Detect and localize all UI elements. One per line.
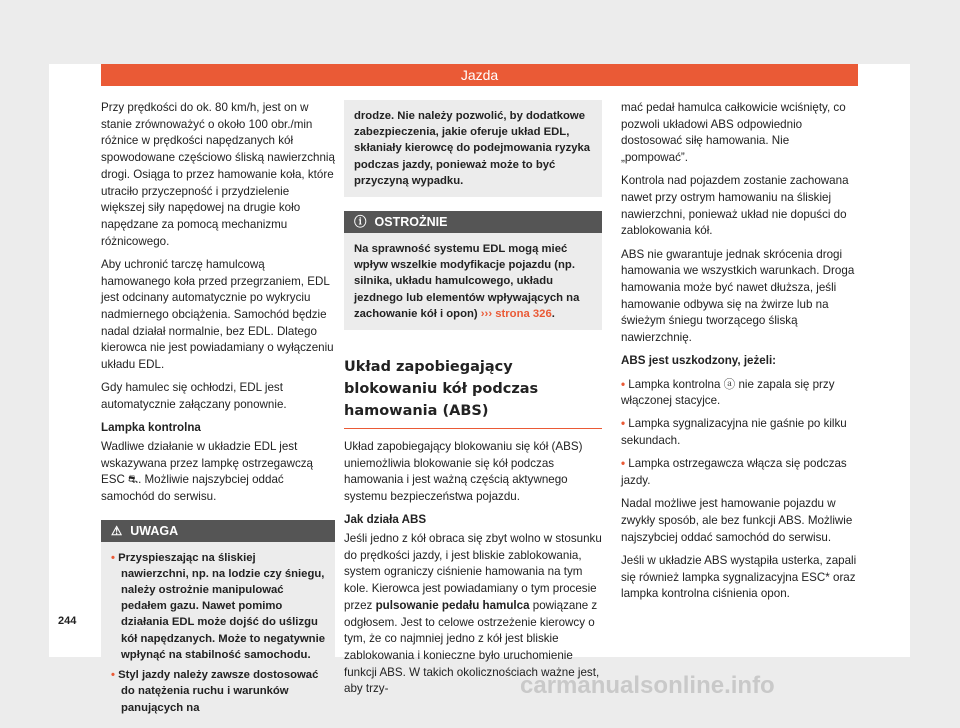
list-item (621, 416, 858, 449)
subheading: Lampka kontrolna (101, 421, 201, 435)
warning-item (111, 667, 325, 716)
list-item-text: Lampka kontrolna ⓐ nie zapala się przy włączonej stacyjce. (621, 377, 835, 408)
list-item (621, 456, 858, 489)
paragraph: Kontrola nad pojazdem zostanie zachowana nawet przy ostrym hamowaniu na śliskiej nawierzchni, ponieważ układ nie dopuści do zablokowania kół. (621, 174, 849, 238)
note-text: Na sprawność systemu EDL mogą mieć wpływ wszelkie modyfikacje pojazdu (np. silnika, układu hamulcowego, układu jezdnego lub elementów wpływających na zachowanie kół i opon) (354, 243, 580, 320)
subheading: ABS jest uszkodzony, jeżeli: (621, 354, 777, 368)
emphasis: pulsowanie pedału hamulca (375, 598, 530, 612)
bullet-icon: • (111, 551, 119, 564)
section-title: Układ zapobiegający blokowaniu kół podczas hamowania (ABS) (344, 356, 602, 429)
note-period: . (551, 307, 555, 320)
warning-title: UWAGA (130, 523, 179, 538)
warning-continuation: drodze. Nie należy pozwolić, by dodatkowe zabezpieczenia, jakie oferuje układ EDL, skłaniały kierowcę do podejmowania ryzyka podczas jazdy, ponieważ może to być przyczyną wypadku. (344, 100, 602, 197)
note-header (344, 211, 602, 233)
warning-box (101, 520, 335, 728)
text-run: Jeśli jedno z kół obraca się zbyt wolno w stosunku do prędkości jazdy, i jest bliskie zablokowania, system ograniczy ciśnienie hamowania na tym kole. Kierowca jest powiadamiany o tym procesie przez (344, 532, 602, 612)
paragraph: ABS nie gwarantuje jednak skrócenia drogi hamowania we wszystkich warunkach. Droga hamowania może być nawet dłuższa, jeśli hamowanie odbywa się na żwirze lub na świeżym śniegu tworzącego śliską nawierzchnię. (621, 247, 855, 345)
list-item-text: Lampka sygnalizacyjna nie gaśnie po kilku sekundach. (621, 417, 847, 448)
paragraph: Aby uchronić tarczę hamulcową hamowanego koła przed przegrzaniem, EDL jest odcinany automatycznie po wykryciu nadmiernego obciążenia. Samochód będzie nadal działał normalnie, bez EDL. Dlatego kierowca nie jest powiadamiany o wyłączeniu układu EDL. (101, 257, 334, 372)
column-3 (621, 100, 858, 609)
list-item-text: Lampka ostrzegawcza włącza się podczas jazdy. (621, 457, 847, 488)
paragraph: Gdy hamulec się ochłodzi, EDL jest automatycznie załączany ponownie. (101, 381, 287, 411)
bullet-icon: • (111, 669, 119, 682)
paragraph: Nadal możliwe jest hamowanie pojazdu w zwykły sposób, ale bez funkcji ABS. Możliwie najszybciej oddać samochód do serwisu. (621, 497, 853, 544)
column-1 (101, 100, 335, 728)
page-header: Jazda (101, 64, 858, 86)
watermark: carmanualsonline.info (520, 672, 775, 699)
warning-item (111, 550, 325, 663)
paragraph: Jeśli w układzie ABS wystąpiła usterka, zapali się również lampka sygnalizacyjna ESC* oraz lampka kontrolna ciśnienia opon. (621, 553, 857, 601)
page-number: 244 (58, 615, 77, 627)
bullet-icon: • (621, 417, 629, 431)
note-box (344, 211, 602, 330)
list-item (621, 377, 858, 410)
info-circle-icon: ⓘ (354, 215, 367, 230)
warning-triangle-icon: ⚠ (111, 523, 123, 538)
warning-item-text: Styl jazdy należy zawsze dostosować do natężenia ruchu i warunków panujących na (118, 669, 319, 714)
page-reference-link[interactable]: ››› strona 326 (480, 307, 552, 320)
warning-item-text: Przyspieszając na śliskiej nawierzchni, np. na lodzie czy śniegu, należy ostrożnie manipulować pedałem gazu. Nawet pomimo działania EDL może dojść do uślizgu kół napędzanych. Może to negatywnie wpłynąć na stabilność samochodu. (118, 551, 326, 661)
paragraph: Wadliwe działanie w układzie EDL jest wskazywana przez lampkę ostrzegawczą ESC ⛐. Możliwie najszybciej oddać samochód do serwisu. (101, 439, 313, 503)
note-title: OSTROŻNIE (374, 215, 448, 230)
paragraph: Przy prędkości do ok. 80 km/h, jest on w stanie zrównoważyć o około 100 obr./min różnice w prędkości napędzanych kół spowodowane częściowo śliską nawierzchnią drogi. Osiąga to przez hamowanie koła, które utraciło przyczepność i przydzielenie większej siły napędowej na drugie koło napędzane za pomocą mechanizmu różnicowego. (101, 101, 335, 248)
subheading: Jak działa ABS (344, 513, 427, 527)
column-2 (344, 100, 602, 705)
warning-header (101, 520, 335, 542)
text-run: powiązane z odgłosem. Jest to celowe ostrzeżenie kierowcy o tym, że co najmniej jedno z kół jest bliskie zablokowania i konieczne było uruchomienie funkcji ABS. W takich okolicznościach ważne jest, aby trzy- (344, 598, 600, 696)
paragraph: Układ zapobiegający blokowaniu się kół (ABS) uniemożliwia blokowanie się kół podczas hamowania i jest ważną częścią aktywnego systemu bezpieczeństwa pojazdu. (344, 440, 583, 504)
paragraph: mać pedał hamulca całkowicie wciśnięty, co pozwoli układowi ABS odpowiednio dostosować siłę hamowania. Nie „pompować”. (621, 101, 846, 165)
note-body (344, 233, 602, 330)
warning-body (101, 542, 335, 728)
bullet-icon: • (621, 457, 629, 471)
bullet-icon: • (621, 377, 629, 391)
